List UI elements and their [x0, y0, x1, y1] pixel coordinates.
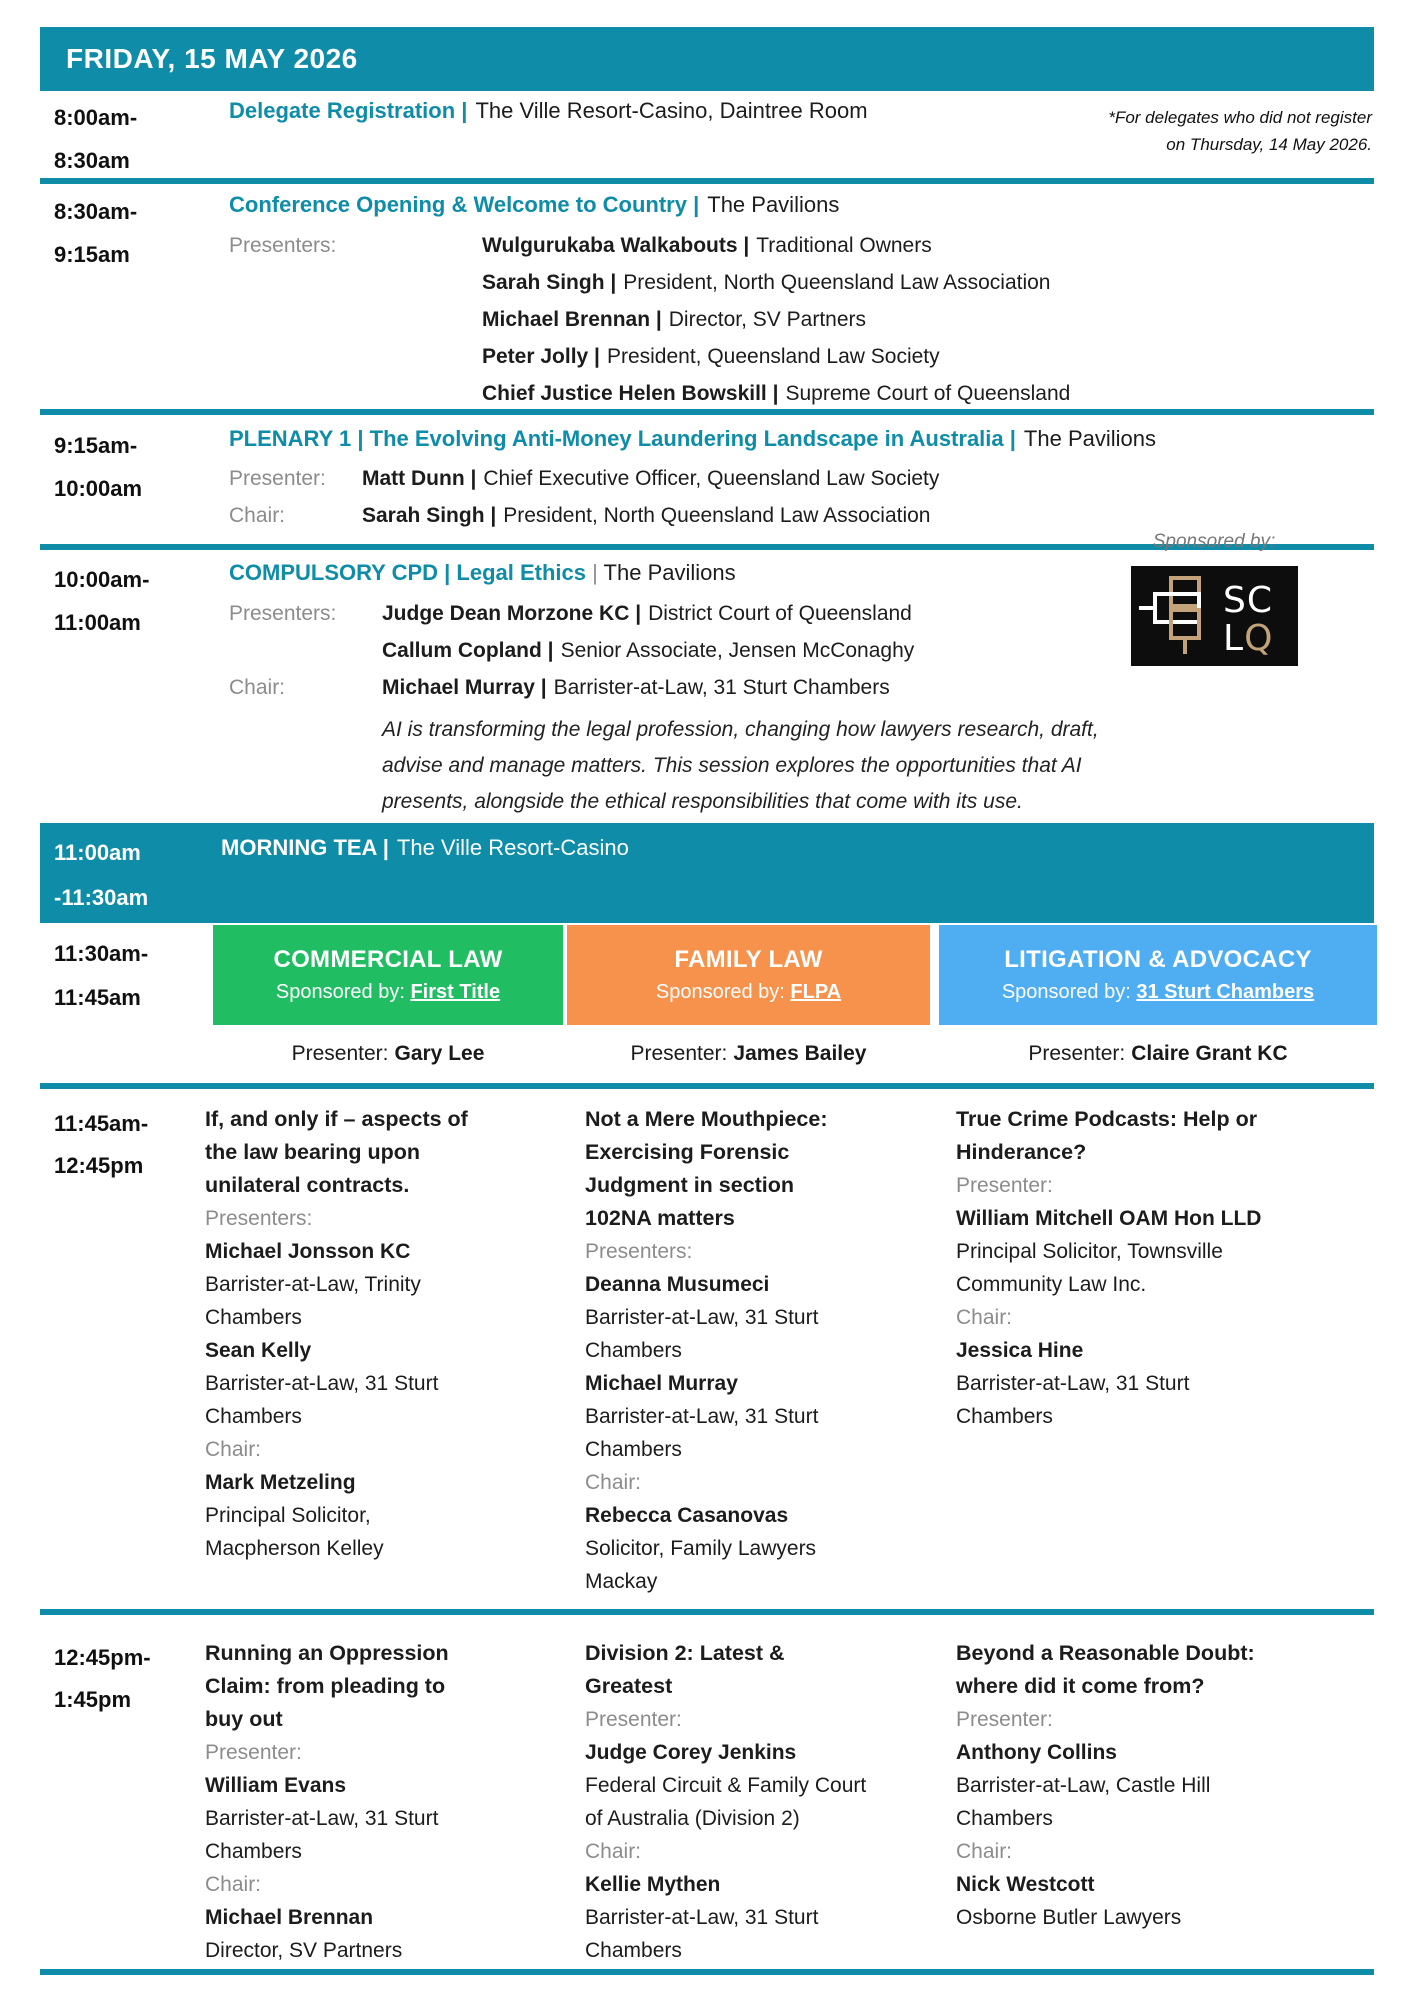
stream-sponsor-line: Sponsored by: First Title	[275, 981, 501, 1003]
session-line: Barrister-at-Law, 31 Sturt	[585, 1405, 819, 1428]
session-title: Division 2: Latest & Greatest	[585, 1641, 785, 1698]
session-line: Principal Solicitor,	[205, 1504, 371, 1527]
session-line: Michael Brennan	[205, 1906, 374, 1929]
section-divider	[40, 409, 1374, 415]
plenary-time: 9:15am- 10:00am	[54, 433, 143, 501]
session-title: Running an Oppression Claim: from pleading to buy out	[205, 1641, 449, 1731]
section-divider	[40, 1083, 1374, 1089]
session-line: Presenter:	[205, 1741, 302, 1764]
presenter-line: Michael Brennan | Director, SV Partners	[482, 308, 866, 331]
cpd-title: COMPULSORY CPD | Legal Ethics | The Pavilions	[229, 560, 736, 585]
sclq-logo-icon	[1131, 566, 1298, 666]
session-line: Community Law Inc.	[956, 1273, 1147, 1296]
cpd-time: 10:00am- 11:00am	[54, 567, 150, 635]
session-line: Chair:	[956, 1840, 1013, 1863]
session-line: William Mitchell OAM Hon LLD	[956, 1207, 1262, 1230]
session-line: Barrister-at-Law, Castle Hill	[956, 1774, 1211, 1797]
sponsor-link[interactable]: FLPA	[790, 981, 842, 1003]
stream-header-litigation-advocacy: LITIGATION & ADVOCACY Sponsored by: 31 Sturt Chambers	[939, 925, 1377, 1025]
session1-family-column	[585, 1103, 937, 1598]
presenter-line: Michael Murray | Barrister-at-Law, 31 Sturt Chambers	[382, 676, 890, 699]
sponsored-by-label: Sponsored by:	[1152, 531, 1276, 552]
session-line: Presenter:	[585, 1708, 682, 1731]
presenter-line: Peter Jolly | President, Queensland Law Society	[482, 345, 940, 368]
session-title: If, and only if – aspects of the law bearing upon unilateral contracts.	[205, 1107, 468, 1197]
session-line: Presenter:	[956, 1708, 1053, 1731]
session-line: Kellie Mythen	[585, 1873, 721, 1896]
presenter-line: Callum Copland | Senior Associate, Jensen McConaghy	[382, 639, 915, 662]
presenter-line: Sarah Singh | President, North Queensland Law Association	[482, 271, 1051, 294]
cpd-chair-line: Chair: Michael Murray | Barrister-at-Law, 31 Sturt Chambers	[229, 669, 1374, 706]
day-title: FRIDAY, 15 MAY 2026	[66, 43, 358, 74]
stream-presenter-commercial: Presenter: Gary Lee	[291, 1042, 485, 1065]
presenter-line: Sarah Singh | President, North Queensland Law Association	[362, 504, 931, 527]
session-line: Federal Circuit & Family Court	[585, 1774, 867, 1797]
session2-family-column	[585, 1637, 937, 1967]
session-line: Presenters:	[205, 1207, 313, 1230]
session1-time: 11:45am- 12:45pm	[54, 1111, 149, 1178]
session-line: Solicitor, Family Lawyers	[585, 1537, 817, 1560]
session-line: Chambers	[205, 1405, 302, 1428]
stream-sponsor-line: Sponsored by: 31 Sturt Chambers	[1001, 981, 1315, 1003]
session1-litigation-column	[956, 1103, 1380, 1433]
registration-title: Delegate Registration | The Ville Resort-Casino, Daintree Room	[229, 98, 868, 123]
session-line: Chair:	[956, 1306, 1013, 1329]
svg-text:LQ: LQ	[1222, 618, 1273, 659]
session-line: Mackay	[585, 1570, 658, 1593]
plenary-chair: Chair: Sarah Singh | President, North Queensland Law Association	[229, 497, 1374, 534]
session-line: Macpherson Kelley	[205, 1537, 384, 1560]
session-line: Barrister-at-Law, 31 Sturt	[205, 1372, 439, 1395]
registration-note: *For delegates who did not register on Thursday, 14 May 2026.	[1108, 108, 1372, 154]
registration-row	[40, 96, 1374, 182]
cpd-description: AI is transforming the legal profession, changing how lawyers research, draft, advise and manage matters. This session explores the opportunities that AI presents, alongside the ethical responsibilities that come with its use.	[382, 718, 1099, 813]
stream-header-commercial-law: COMMERCIAL LAW Sponsored by: First Title	[213, 925, 563, 1025]
session-line: Chambers	[205, 1306, 302, 1329]
session-line: Chambers	[956, 1405, 1053, 1428]
stream-presenter-litigation: Presenter: Claire Grant KC	[1028, 1042, 1288, 1065]
session-line: Sean Kelly	[205, 1339, 312, 1362]
registration-time: 8:00am- 8:30am	[54, 105, 138, 173]
morning-tea-bar	[40, 823, 1374, 923]
opening-presenters: Presenters: Wulgurukaba Walkabouts | Traditional Owners Sarah Singh | President, North Queensland Law Association Michael Brennan | Director, SV Partners Peter Jolly | President, Queensland Law Society Chief Justice Helen Bowskill | Supreme Court of Queensland	[229, 227, 1374, 412]
opening-time: 8:30am- 9:15am	[54, 199, 138, 267]
session-line: Presenter:	[956, 1174, 1053, 1197]
session-line: Chair:	[585, 1840, 642, 1863]
stream-sponsor-line: Sponsored by: FLPA	[655, 981, 842, 1003]
session-line: Judge Corey Jenkins	[585, 1741, 797, 1764]
session-line: Deanna Musumeci	[585, 1273, 770, 1296]
session-line: Principal Solicitor, Townsville	[956, 1240, 1223, 1263]
session-line: William Evans	[205, 1774, 347, 1797]
presenter-line: Chief Justice Helen Bowskill | Supreme Court of Queensland	[482, 382, 1071, 405]
session-line: Barrister-at-Law, 31 Sturt	[956, 1372, 1190, 1395]
stream-presenter-family: Presenter: James Bailey	[630, 1042, 867, 1065]
stream-header-family-law: FAMILY LAW Sponsored by: FLPA	[567, 925, 930, 1025]
session-line: Nick Westcott	[956, 1873, 1095, 1896]
session-line: Chair:	[205, 1438, 262, 1461]
cpd-sponsor-box	[1094, 530, 1334, 671]
presenter-line: Judge Dean Morzone KC | District Court of Queensland	[382, 602, 912, 625]
plenary-title: PLENARY 1 | The Evolving Anti-Money Laundering Landscape in Australia | The Pavilions	[229, 426, 1156, 451]
morning-tea-time: 11:00am -11:30am	[54, 840, 149, 910]
session-line: Osborne Butler Lawyers	[956, 1906, 1182, 1929]
session-line: Michael Murray	[585, 1372, 738, 1395]
session-line: Chambers	[956, 1807, 1053, 1830]
opening-row	[40, 190, 1374, 412]
session-line: Chambers	[585, 1339, 682, 1362]
session-line: Chambers	[585, 1438, 682, 1461]
session-title: Beyond a Reasonable Doubt: where did it come from?	[956, 1641, 1255, 1698]
session-line: Anthony Collins	[956, 1741, 1117, 1764]
sponsor-link[interactable]: 31 Sturt Chambers	[1136, 981, 1315, 1003]
sponsor-link[interactable]: First Title	[410, 981, 501, 1003]
section-divider	[40, 178, 1374, 184]
cpd-presenter-line: Presenters: Judge Dean Morzone KC | District Court of Queensland	[229, 595, 1374, 632]
presenter-line: Matt Dunn | Chief Executive Officer, Queensland Law Society	[362, 467, 940, 490]
session-line: Director, SV Partners	[205, 1939, 403, 1962]
sclq-logo	[1094, 566, 1334, 671]
plenary-row	[40, 424, 1374, 534]
session-line: Jessica Hine	[956, 1339, 1084, 1362]
session2-litigation-column	[956, 1637, 1380, 1934]
plenary-presenter: Presenter: Matt Dunn | Chief Executive Officer, Queensland Law Society	[229, 460, 1374, 497]
streams-time: 11:30am- 11:45am	[54, 941, 149, 1010]
session-line: Barrister-at-Law, 31 Sturt	[205, 1807, 439, 1830]
session-line: Michael Jonsson KC	[205, 1240, 411, 1263]
session-line: Chair:	[205, 1873, 262, 1896]
session1-commercial-column	[205, 1103, 571, 1565]
session-line: Chambers	[585, 1939, 682, 1962]
session-title: Not a Mere Mouthpiece: Exercising Forensic Judgment in section 102NA matters	[585, 1107, 828, 1230]
svg-text:SC: SC	[1222, 580, 1273, 621]
session-line: of Australia (Division 2)	[585, 1807, 800, 1830]
session2-time: 12:45pm- 1:45pm	[54, 1645, 151, 1712]
presenter-line: Wulgurukaba Walkabouts | Traditional Owners	[482, 234, 932, 257]
opening-title: Conference Opening & Welcome to Country | The Pavilions	[229, 192, 840, 217]
session-line: Barrister-at-Law, Trinity	[205, 1273, 421, 1296]
session-line: Presenters:	[585, 1240, 693, 1263]
section-divider	[40, 1609, 1374, 1615]
session-line: Chair:	[585, 1471, 642, 1494]
session2-commercial-column	[205, 1637, 571, 1967]
morning-tea-title: MORNING TEA | The Ville Resort-Casino	[221, 835, 629, 860]
session-line: Barrister-at-Law, 31 Sturt	[585, 1906, 819, 1929]
session-line: Mark Metzeling	[205, 1471, 356, 1494]
section-divider	[40, 1969, 1374, 1975]
session-line: Barrister-at-Law, 31 Sturt	[585, 1306, 819, 1329]
session-title: True Crime Podcasts: Help or Hinderance?	[956, 1107, 1258, 1164]
session-line: Rebecca Casanovas	[585, 1504, 789, 1527]
session-line: Chambers	[205, 1840, 302, 1863]
day-title-bar	[40, 27, 1374, 91]
